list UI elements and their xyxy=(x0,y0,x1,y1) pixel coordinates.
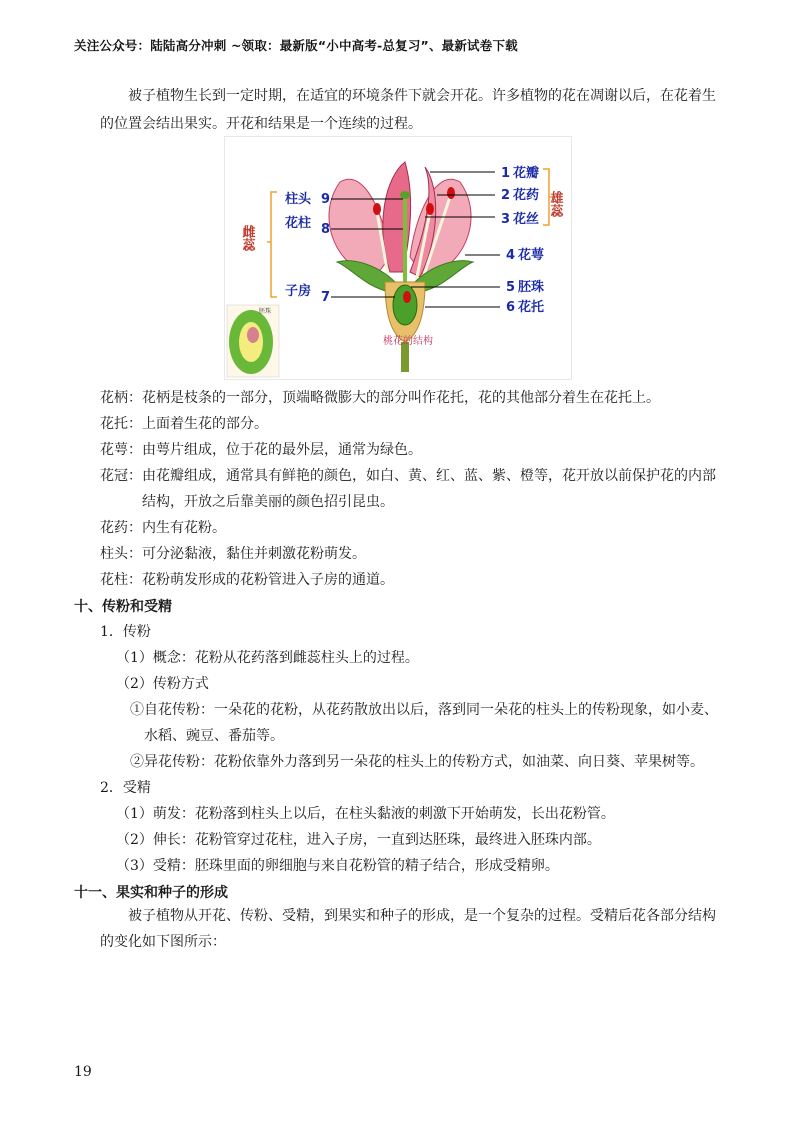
ovule xyxy=(403,291,411,303)
s10-self-pollination-cont: 水稻、豌豆、番茄等。 xyxy=(144,728,284,744)
s10-elongation: （2）伸长：花粉管穿过花柱，进入子房，一直到达胚珠，最终进入胚珠内部。 xyxy=(116,832,601,848)
s10-fertilization-step: （3）受精：胚珠里面的卵细胞与来自花粉管的精子结合，形成受精卵。 xyxy=(116,858,559,874)
label-text-8: 花柱 xyxy=(285,216,312,231)
pistil-group-label: 雌蕊 xyxy=(239,225,255,251)
label-text-6: 花托 xyxy=(518,300,545,315)
label-text-4: 花萼 xyxy=(518,248,545,263)
stamen-group-label: 雄蕊 xyxy=(547,191,563,217)
def-style: 花柱：花粉萌发形成的花粉管进入子房的通道。 xyxy=(100,572,394,588)
s10-pollination-concept: （1）概念：花粉从花药落到雌蕊柱头上的过程。 xyxy=(116,650,419,666)
label-num-5: 5 xyxy=(506,280,516,295)
intro-line-2: 的位置会结出果实。开花和结果是一个连续的过程。 xyxy=(100,116,422,132)
anther-2 xyxy=(426,203,434,215)
def-calyx: 花萼：由萼片组成，位于花的最外层，通常为绿色。 xyxy=(100,442,422,458)
s11-line-2: 的变化如下图所示： xyxy=(100,934,226,950)
s10-fertilization: 2．受精 xyxy=(100,780,151,796)
label-num-4: 4 xyxy=(506,248,516,263)
label-num-1: 1 xyxy=(501,166,511,181)
label-text-2: 花药 xyxy=(513,188,540,203)
ovule-inset xyxy=(227,305,279,377)
label-text-9: 柱头 xyxy=(285,192,312,207)
anther-3 xyxy=(447,187,455,199)
s10-self-pollination: ①自花传粉：一朵花的花粉，从花药散放出以后，落到同一朵花的柱头上的传粉现象，如小麦、 xyxy=(130,702,718,718)
label-text-7: 子房 xyxy=(285,284,312,299)
s11-line-1: 被子植物从开花、传粉、受精，到果实和种子的形成，是一个复杂的过程。受精后花各部分结构 xyxy=(128,908,716,924)
s10-germination: （1）萌发：花粉落到柱头上以后，在柱头黏液的刺激下开始萌发，长出花粉管。 xyxy=(116,806,615,822)
label-num-6: 6 xyxy=(506,300,516,315)
section-11-title: 十一、果实和种子的形成 xyxy=(74,885,228,901)
label-num-2: 2 xyxy=(501,188,511,203)
pistil-bracket xyxy=(267,192,277,297)
ovary xyxy=(393,285,417,325)
intro-line-1: 被子植物生长到一定时期，在适宜的环境条件下就会开花。许多植物的花在凋谢以后，在花着生 xyxy=(128,88,716,104)
label-text-1: 花瓣 xyxy=(513,166,540,181)
s10-pollination: 1．传粉 xyxy=(100,624,151,640)
def-anther: 花药：内生有花粉。 xyxy=(100,520,226,536)
page-header: 关注公众号：陆陆高分冲刺 ~领取：最新版“小中高考-总复习”、最新试卷下载 xyxy=(74,38,518,53)
def-receptacle: 花托：上面着生花的部分。 xyxy=(100,416,268,432)
peach-flower-figure xyxy=(224,136,572,380)
inset-label: 胚珠 xyxy=(259,308,272,315)
def-pedicel: 花柄：花柄是枝条的一部分，顶端略微膨大的部分叫作花托，花的其他部分着生在花托上。 xyxy=(100,390,660,406)
s10-pollination-methods: （2）传粉方式 xyxy=(116,676,209,692)
figure-caption: 桃花的结构 xyxy=(383,336,433,347)
anther-1 xyxy=(373,203,381,215)
s10-cross-pollination: ②异花传粉：花粉依靠外力落到另一朵花的柱头上的传粉方式，如油菜、向日葵、苹果树等。 xyxy=(130,754,704,770)
stigma xyxy=(400,191,410,199)
def-stigma: 柱头：可分泌黏液，黏住并刺激花粉萌发。 xyxy=(100,546,366,562)
label-text-5: 胚珠 xyxy=(518,280,545,295)
label-text-3: 花丝 xyxy=(513,212,540,227)
section-10-title: 十、传粉和受精 xyxy=(74,599,172,615)
label-num-3: 3 xyxy=(501,212,511,227)
page-number: 19 xyxy=(74,1064,92,1080)
def-corolla-cont: 结构，开放之后靠美丽的颜色招引昆虫。 xyxy=(142,494,394,510)
label-num-8: 8 xyxy=(321,222,331,237)
label-num-7: 7 xyxy=(321,290,331,305)
flower-diagram xyxy=(225,137,571,379)
def-corolla: 花冠：由花瓣组成，通常具有鲜艳的颜色，如白、黄、红、蓝、紫、橙等，花开放以前保护花的内部 xyxy=(100,468,716,484)
label-num-9: 9 xyxy=(321,192,331,207)
